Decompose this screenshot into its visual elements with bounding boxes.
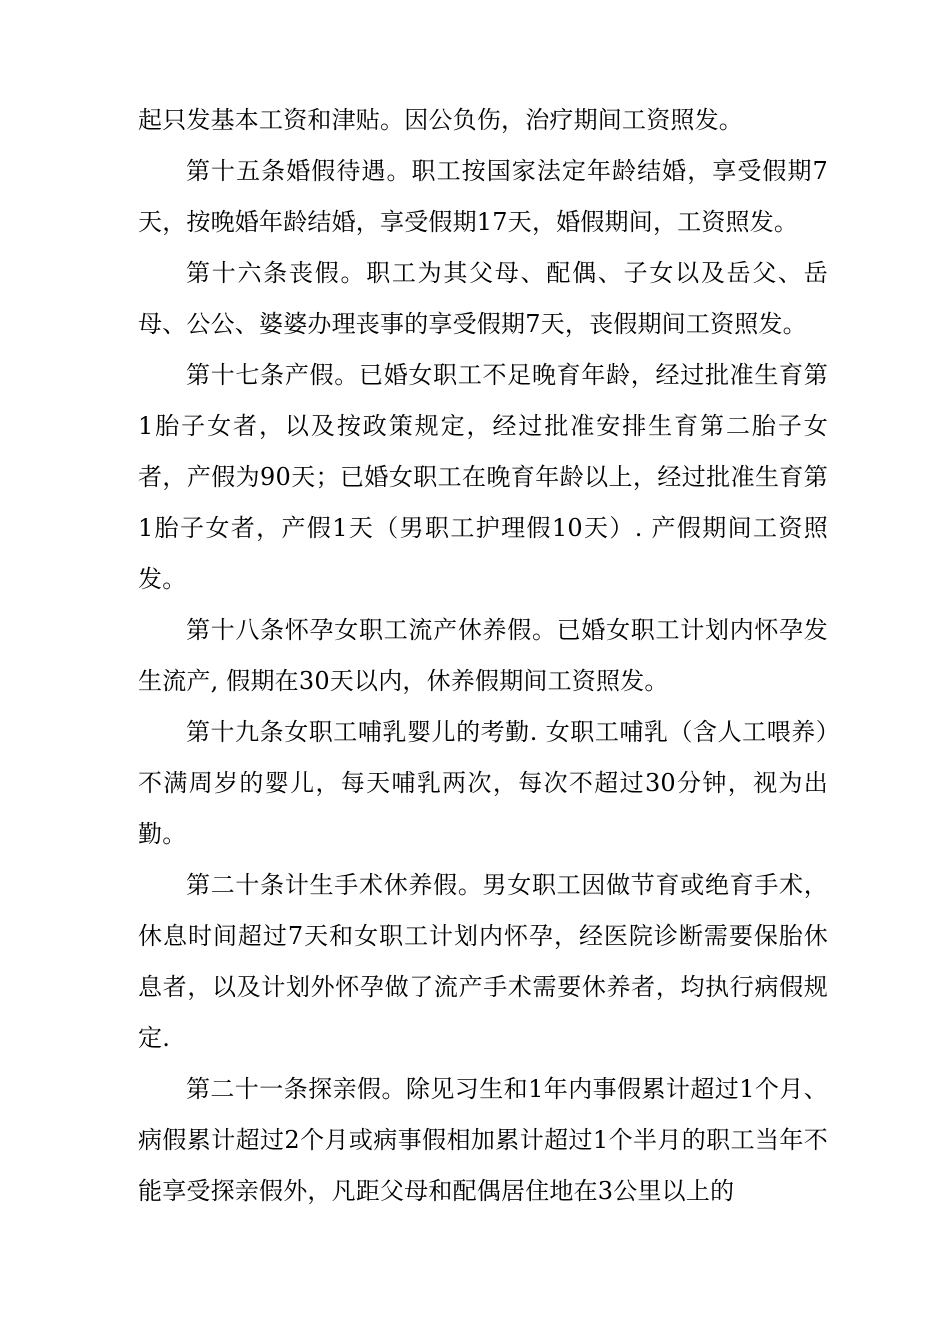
- paragraph-article-21-family-visit-leave: 第二十一条探亲假。除见习生和1年内事假累计超过1个月、病假累计超过2个月或病事假相加累计超过1个半月的职工当年不能享受探亲假外，凡距父母和配偶居住地在3公里以上的: [138, 1075, 828, 1205]
- paragraph-article-16-bereavement-leave: 第十六条丧假。职工为其父母、配偶、子女以及岳父、岳母、公公、婆婆办理丧事的享受假期7天，丧假期间工资照发。: [138, 259, 828, 338]
- paragraph-article-20-surgery-leave: 第二十条计生手术休养假。男女职工因做节育或绝育手术，休息时间超过7天和女职工计划内怀孕，经医院诊断需要保胎休息者，以及计划外怀孕做了流产手术需要休养者，均执行病假规定.: [138, 871, 828, 1052]
- paragraph-continuation: 起只发基本工资和津贴。因公负伤，治疗期间工资照发。: [138, 106, 743, 134]
- document-body: [138, 95, 828, 1217]
- paragraph-article-17-maternity-leave: 第十七条产假。已婚女职工不足晚育年龄，经过批准生育第1胎子女者，以及按政策规定，经过批准安排生育第二胎子女者，产假为90天；已婚女职工在晚育年龄以上，经过批准生育第1胎子女者，产假1天（男职工护理假10天）. 产假期间工资照发。: [138, 361, 828, 593]
- paragraph-article-19-nursing-attendance: 第十九条女职工哺乳婴儿的考勤. 女职工哺乳（含人工喂养）不满周岁的婴儿，每天哺乳两次，每次不超过30分钟，视为出勤。: [138, 718, 828, 848]
- paragraph-article-15-marriage-leave: 第十五条婚假待遇。职工按国家法定年龄结婚，享受假期7天，按晚婚年龄结婚，享受假期17天，婚假期间，工资照发。: [138, 157, 828, 236]
- paragraph-article-18-miscarriage-leave: 第十八条怀孕女职工流产休养假。已婚女职工计划内怀孕发生流产, 假期在30天以内，休养假期间工资照发。: [138, 616, 828, 695]
